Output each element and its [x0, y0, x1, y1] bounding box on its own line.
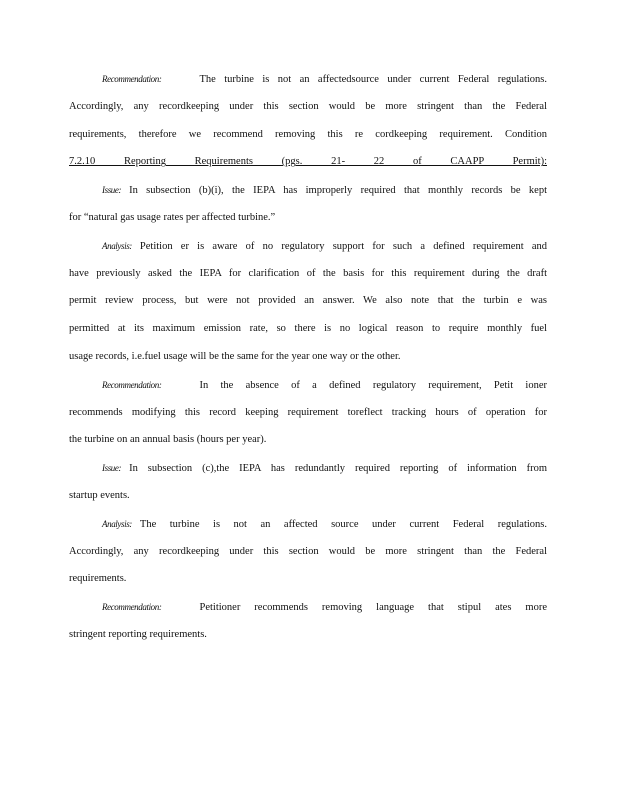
paragraph-line: permitted at its maximum emission rate, so there is no logical reason to require monthly fuel	[69, 323, 547, 335]
paragraph-line: for “natural gas usage rates per affected turbine.”	[69, 211, 276, 223]
recommendation-label: Recommendation:	[102, 74, 162, 84]
paragraph-line: Issue: In subsection (c),the IEPA has redundantly required reporting of information from	[69, 459, 547, 487]
paragraph-line: Recommendation: The turbine is not an affectedsource under current Federal regulations.	[69, 70, 547, 98]
paragraph-line: Issue: In subsection (b)(i), the IEPA has improperly required that monthly records be kept	[69, 181, 547, 209]
analysis-label: Analysis:	[102, 240, 132, 251]
section-heading: 7.2.10 Reporting Requirements (pgs. 21- 22 of CAAPP Permit):	[69, 156, 547, 168]
analysis-label: Analysis:	[102, 518, 132, 529]
paragraph-line: requirements.	[69, 573, 127, 585]
issue-label: Issue:	[102, 463, 122, 474]
paragraph-line: permit review process, but were not provided an answer. We also note that the turbin e was	[69, 295, 547, 307]
paragraph-line: Recommendation: Petitioner recommends removing language that stipul ates more	[69, 598, 547, 626]
paragraph-line: have previously asked the IEPA for clarification of the basis for this requirement during the draft	[69, 267, 547, 279]
paragraph-line: Analysis: Petition er is aware of no regulatory support for such a defined requirement and	[69, 237, 547, 265]
paragraph-line: recommends modifying this record keeping requirement toreflect tracking hours of operation for	[69, 406, 547, 418]
paragraph-line: Accordingly, any recordkeeping under this section would be more stringent than the Federal	[69, 545, 547, 557]
paragraph-line: requirements, therefore we recommend removing this re cordkeeping requirement. Condition	[69, 128, 547, 140]
paragraph-line: usage records, i.e.fuel usage will be the same for the year one way or the other.	[69, 350, 401, 362]
paragraph-line: stringent reporting requirements.	[69, 628, 207, 640]
issue-label: Issue:	[102, 185, 122, 196]
recommendation-label: Recommendation:	[102, 379, 162, 390]
paragraph-line: startup events.	[69, 489, 130, 501]
document-body	[69, 70, 547, 654]
paragraph-line: the turbine on an annual basis (hours per year).	[69, 434, 267, 446]
paragraph-line: Accordingly, any recordkeeping under this section would be more stringent than the Federal	[69, 100, 547, 112]
paragraph-line: Recommendation: In the absence of a defined regulatory requirement, Petit ioner	[69, 376, 547, 404]
recommendation-label: Recommendation:	[102, 602, 162, 613]
paragraph-line: Analysis: The turbine is not an affected source under current Federal regulations.	[69, 515, 547, 543]
